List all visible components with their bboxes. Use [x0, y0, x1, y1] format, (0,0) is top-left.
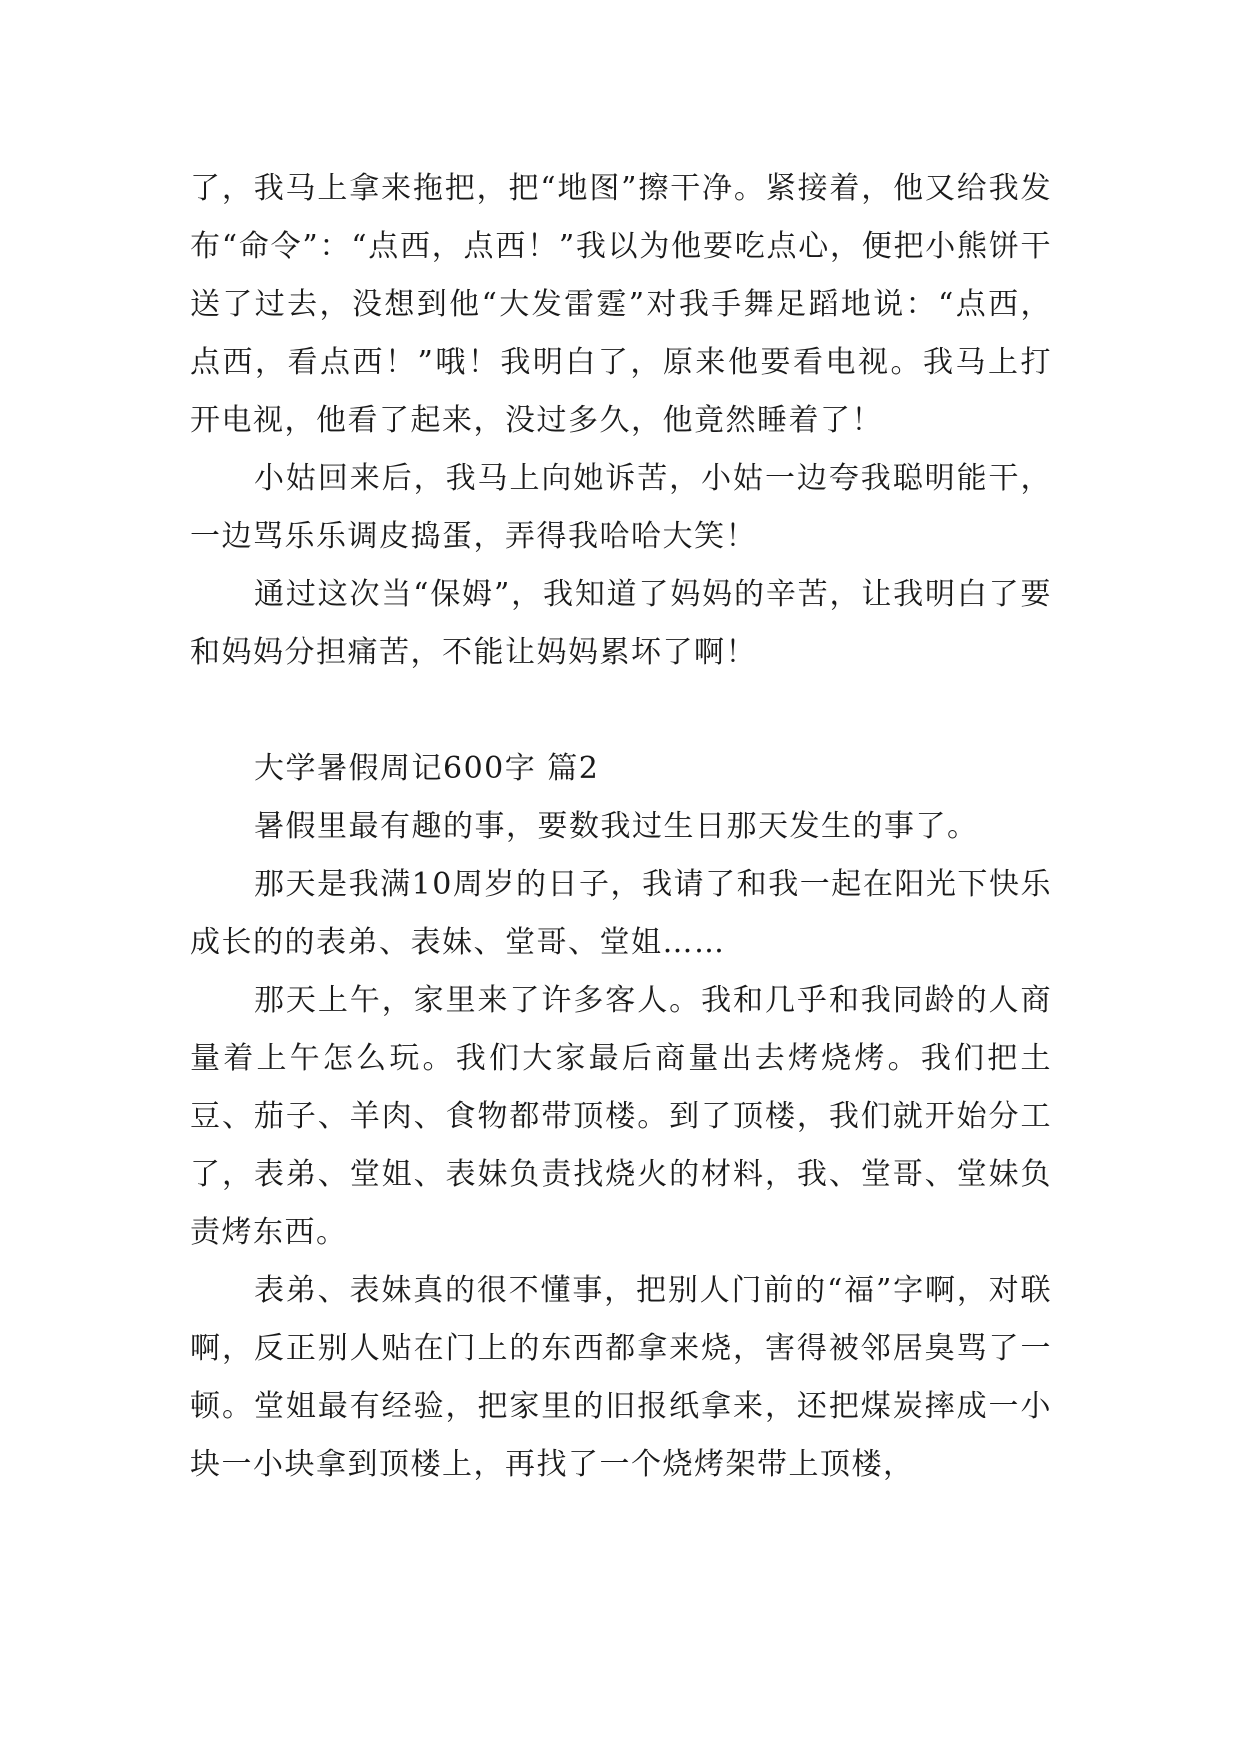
- paragraph-1: 了，我马上拿来拖把，把“地图”擦干净。紧接着，他又给我发布“命令”：“点西，点西！”我以为他要吃点心，便把小熊饼干送了过去，没想到他“大发雷霆”对我手舞足蹈地说：“点西，点西，看点西！”哦！我明白了，原来他要看电视。我马上打开电视，他看了起来，没过多久，他竟然睡着了！: [190, 171, 1052, 438]
- paragraph-5: 那天是我满10周岁的日子，我请了和我一起在阳光下快乐成长的的表弟、表妹、堂哥、堂姐……: [190, 867, 1052, 960]
- section-heading: 大学暑假周记600字 篇2: [254, 751, 600, 786]
- paragraph-4: 暑假里最有趣的事，要数我过生日那天发生的事了。: [254, 809, 979, 844]
- paragraph-3: 通过这次当“保姆”，我知道了妈妈的辛苦，让我明白了要和妈妈分担痛苦，不能让妈妈累坏了啊！: [190, 577, 1052, 670]
- paragraph-2: 小姑回来后，我马上向她诉苦，小姑一边夸我聪明能干，一边骂乐乐调皮捣蛋，弄得我哈哈大笑！: [190, 461, 1052, 554]
- document-body: [190, 160, 1052, 1494]
- paragraph-7: 表弟、表妹真的很不懂事，把别人门前的“福”字啊，对联啊，反正别人贴在门上的东西都拿来烧，害得被邻居臭骂了一顿。堂姐最有经验，把家里的旧报纸拿来，还把煤炭摔成一小块一小块拿到顶楼上，再找了一个烧烤架带上顶楼，: [190, 1273, 1052, 1482]
- paragraph-6: 那天上午，家里来了许多客人。我和几乎和我同龄的人商量着上午怎么玩。我们大家最后商量出去烤烧烤。我们把土豆、茄子、羊肉、食物都带顶楼。到了顶楼，我们就开始分工了，表弟、堂姐、表妹负责找烧火的材料，我、堂哥、堂妹负责烤东西。: [190, 983, 1052, 1250]
